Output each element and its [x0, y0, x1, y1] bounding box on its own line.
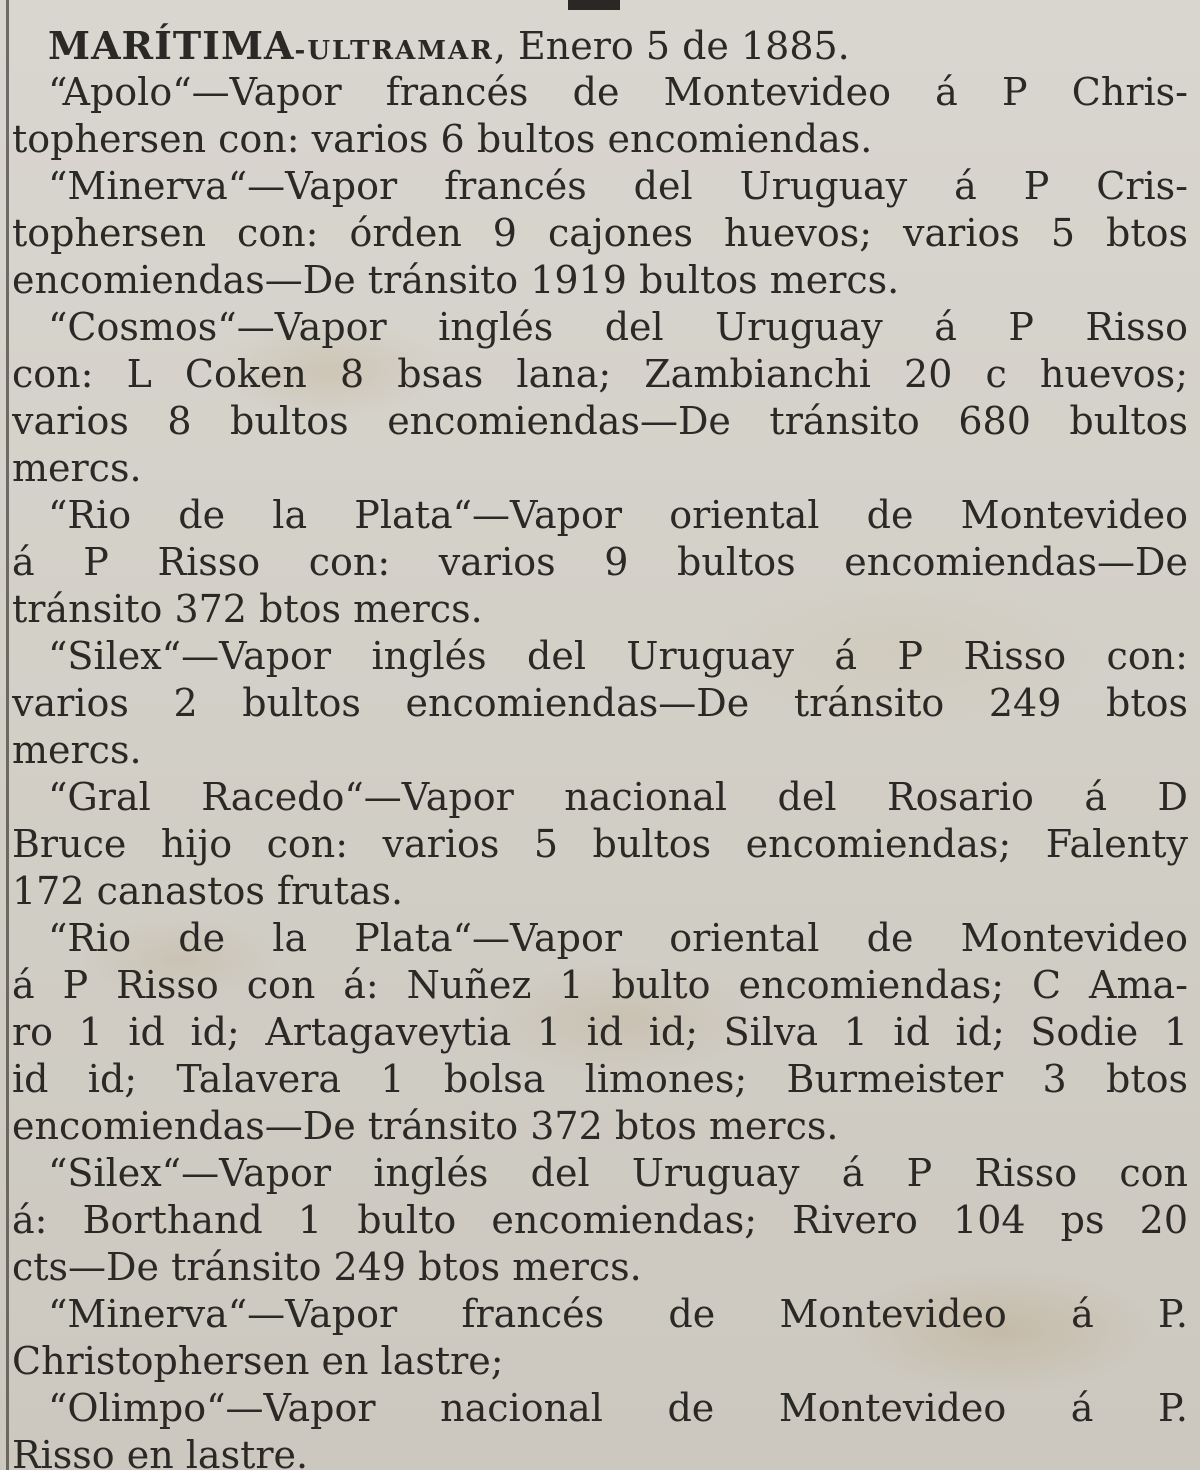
heading-dash: - — [294, 36, 308, 66]
entry-line: ro 1 id id; Artagaveytia 1 id id; Silva 1 id id; Sodie 1 — [12, 1010, 1188, 1054]
entry-line: “Silex“—Vapor inglés del Uruguay á P Risso con: — [48, 634, 1188, 678]
entry-line: Christophersen en lastre; — [12, 1339, 504, 1383]
column-rule — [6, 0, 9, 1470]
entry-line: Risso en lastre. — [12, 1433, 309, 1470]
entry-line: “Olimpo“—Vapor nacional de Montevideo á P. — [48, 1386, 1188, 1430]
heading-title: MARÍTIMA — [48, 23, 295, 68]
shipping-entry — [12, 163, 1188, 304]
shipping-entries — [12, 69, 1188, 1470]
entry-line: “Silex“—Vapor inglés del Uruguay á P Risso con — [48, 1151, 1188, 1195]
shipping-entry — [12, 633, 1188, 774]
shipping-entry — [12, 1150, 1188, 1291]
entry-line: tophersen con: órden 9 cajones huevos; varios 5 btos — [12, 211, 1188, 255]
shipping-entry — [12, 774, 1188, 915]
entry-line: tophersen con: varios 6 bultos encomiendas. — [12, 117, 873, 161]
entry-line: varios 8 bultos encomiendas—De tránsito 680 bultos — [12, 399, 1188, 443]
top-ornament — [568, 0, 620, 10]
entry-line: tránsito 372 btos mercs. — [12, 587, 483, 631]
entry-line: “Minerva“—Vapor francés de Montevideo á P. — [48, 1292, 1188, 1336]
entry-line: cts—De tránsito 249 btos mercs. — [12, 1245, 642, 1289]
entry-line: á P Risso con á: Nuñez 1 bulto encomiendas; C Ama- — [12, 963, 1188, 1007]
heading-subtitle: ULTRAMAR — [307, 36, 494, 66]
shipping-entry — [12, 1385, 1188, 1470]
entry-line: “Gral Racedo“—Vapor nacional del Rosario á D — [48, 775, 1188, 819]
shipping-entry — [12, 915, 1188, 1150]
entry-line: “Apolo“—Vapor francés de Montevideo á P Chris- — [48, 70, 1188, 114]
entry-line: “Rio de la Plata“—Vapor oriental de Montevideo — [48, 493, 1188, 537]
section-heading — [12, 22, 1188, 69]
entry-line: “Rio de la Plata“—Vapor oriental de Montevideo — [48, 916, 1188, 960]
entry-line: á: Borthand 1 bulto encomiendas; Rivero 104 ps 20 — [12, 1198, 1188, 1242]
entry-line: “Minerva“—Vapor francés del Uruguay á P Cris- — [48, 164, 1188, 208]
entry-line: Bruce hijo con: varios 5 bultos encomiendas; Falenty — [12, 822, 1188, 866]
entry-line: mercs. — [12, 728, 142, 772]
entry-line: id id; Talavera 1 bolsa limones; Burmeister 3 btos — [12, 1057, 1188, 1101]
heading-date: , Enero 5 de 1885. — [493, 24, 850, 68]
entry-line: encomiendas—De tránsito 1919 bultos mercs. — [12, 258, 900, 302]
shipping-entry — [12, 1291, 1188, 1385]
entry-line: varios 2 bultos encomiendas—De tránsito 249 btos — [12, 681, 1188, 725]
entry-line: mercs. — [12, 446, 142, 490]
entry-line: “Cosmos“—Vapor inglés del Uruguay á P Risso — [48, 305, 1188, 349]
entry-line: 172 canastos frutas. — [12, 869, 404, 913]
shipping-entry — [12, 304, 1188, 492]
entry-line: á P Risso con: varios 9 bultos encomiendas—De — [12, 540, 1188, 584]
shipping-entry — [12, 492, 1188, 633]
shipping-entry — [12, 69, 1188, 163]
text-column — [12, 22, 1188, 1470]
entry-line: con: L Coken 8 bsas lana; Zambianchi 20 c huevos; — [12, 352, 1188, 396]
entry-line: encomiendas—De tránsito 372 btos mercs. — [12, 1104, 839, 1148]
